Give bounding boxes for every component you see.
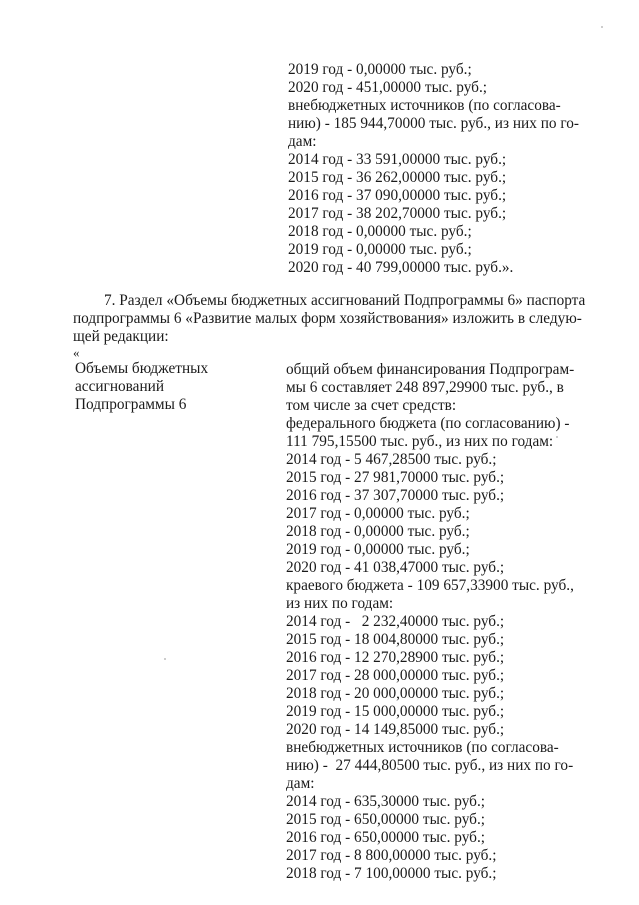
funding-line: том числе за счет средств: (286, 397, 457, 414)
budget-line: 2017 год - 38 202,70000 тыс. руб.; (288, 205, 507, 222)
funding-line: 2017 год - 28 000,00000 тыс. руб.; (286, 667, 505, 684)
budget-line: 2019 год - 0,00000 тыс. руб.; (288, 241, 472, 258)
scan-speck (601, 26, 603, 28)
funding-line: 2014 год - 2 232,40000 тыс. руб.; (286, 613, 505, 630)
funding-line: общий объем финансирования Подпрограм- (286, 361, 575, 378)
scan-speck (164, 658, 166, 660)
funding-line: из них по годам: (286, 595, 394, 612)
budget-line: 2019 год - 0,00000 тыс. руб.; (288, 61, 472, 78)
funding-line: 2015 год - 18 004,80000 тыс. руб.; (286, 631, 505, 648)
budget-line: 2018 год - 0,00000 тыс. руб.; (288, 223, 472, 240)
table-label-line: ассигнований (75, 378, 165, 395)
funding-line: 2017 год - 8 800,00000 тыс. руб.; (286, 847, 497, 864)
section-7-paragraph-line: щей редакции: (73, 328, 169, 345)
budget-line: внебюджетных источников (по согласова- (288, 97, 561, 114)
funding-line: 2018 год - 20 000,00000 тыс. руб.; (286, 685, 505, 702)
budget-line: 2014 год - 33 591,00000 тыс. руб.; (288, 151, 507, 168)
funding-line: мы 6 составляет 248 897,29900 тыс. руб., в (286, 379, 564, 396)
funding-line: 2015 год - 27 981,70000 тыс. руб.; (286, 469, 505, 486)
funding-line: нию) - 27 444,80500 тыс. руб., из них по го- (286, 757, 574, 774)
budget-line: 2020 год - 451,00000 тыс. руб.; (288, 79, 488, 96)
funding-line: 2017 год - 0,00000 тыс. руб.; (286, 505, 470, 522)
funding-line: 2014 год - 635,30000 тыс. руб.; (286, 793, 486, 810)
funding-line: 2019 год - 15 000,00000 тыс. руб.; (286, 703, 505, 720)
funding-line: 2016 год - 12 270,28900 тыс. руб.; (286, 649, 505, 666)
funding-line: дам: (286, 775, 315, 792)
budget-line: дам: (288, 133, 317, 150)
funding-line: федерального бюджета (по согласованию) - (286, 415, 570, 432)
funding-line: 2014 год - 5 467,28500 тыс. руб.; (286, 451, 497, 468)
funding-line: внебюджетных источников (по согласова- (286, 739, 559, 756)
funding-line: 2020 год - 14 149,85000 тыс. руб.; (286, 721, 505, 738)
funding-line: краевого бюджета - 109 657,33900 тыс. руб., (286, 577, 574, 594)
funding-line: 2018 год - 0,00000 тыс. руб.; (286, 523, 470, 540)
section-7-paragraph-line: подпрограммы 6 «Развитие малых форм хозяйствования» изложить в следую- (73, 310, 582, 327)
opening-quote-mark: « (73, 345, 80, 360)
funding-line: 2020 год - 41 038,47000 тыс. руб.; (286, 559, 505, 576)
table-label-line: Объемы бюджетных (75, 360, 209, 377)
budget-line: 2016 год - 37 090,00000 тыс. руб.; (288, 187, 507, 204)
funding-line: 2018 год - 7 100,00000 тыс. руб.; (286, 865, 497, 882)
scan-speck (556, 436, 558, 438)
budget-line: нию) - 185 944,70000 тыс. руб., из них по го- (288, 115, 579, 132)
funding-line: 2015 год - 650,00000 тыс. руб.; (286, 811, 486, 828)
section-7-paragraph-line: 7. Раздел «Объемы бюджетных ассигнований Подпрограммы 6» паспорта (104, 292, 586, 309)
budget-line: 2020 год - 40 799,00000 тыс. руб.». (288, 259, 514, 276)
funding-line: 111 795,15500 тыс. руб., из них по годам: (286, 433, 554, 450)
budget-line: 2015 год - 36 262,00000 тыс. руб.; (288, 169, 507, 186)
funding-line: 2016 год - 37 307,70000 тыс. руб.; (286, 487, 505, 504)
funding-line: 2019 год - 0,00000 тыс. руб.; (286, 541, 470, 558)
table-label-line: Подпрограммы 6 (75, 396, 187, 413)
funding-line: 2016 год - 650,00000 тыс. руб.; (286, 829, 486, 846)
